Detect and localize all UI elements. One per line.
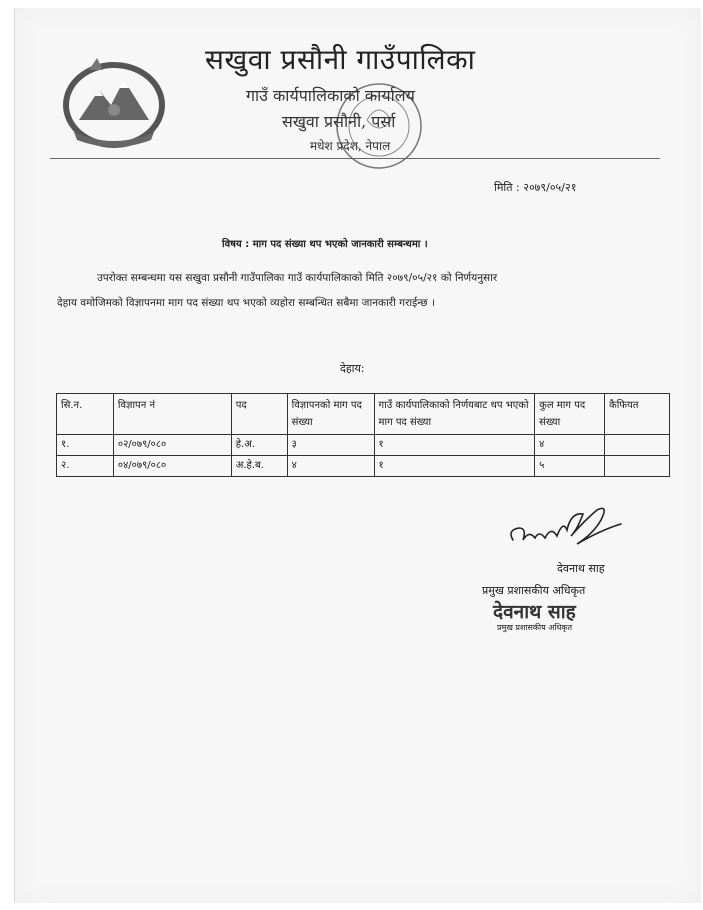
header-added-count: गाउँ कार्यपालिकाको निर्णयबाट थप भएको माग पद संख्या [374, 394, 535, 435]
header-total-count: कुल माग पद संख्या [535, 394, 605, 435]
cell-remarks [605, 435, 670, 456]
office-location: सखुवा प्रसौनी, पर्सा [282, 112, 396, 131]
header-remarks: कैफियत [605, 394, 670, 435]
letter-date: मिति : २०७९/०५/२१ [494, 181, 577, 194]
cell-serial: २. [57, 456, 114, 477]
header-serial: सि.न. [57, 394, 114, 435]
post-stamp: प्रमुख प्रशासकीय अधिकृत [497, 623, 573, 632]
signatory-name: देवनाथ साह [557, 562, 605, 575]
header-divider [50, 158, 660, 159]
body-line-2: देहाय वमोजिमको विज्ञापनमा माग पद संख्या थप भएको व्यहोरा सम्बन्धित सबैमा जानकारी गराईन्छ । [57, 297, 435, 309]
office-name: गाउँ कार्यपालिकाको कार्यालय [246, 86, 415, 105]
cell-post: हे.अ. [231, 435, 287, 456]
header-advertised-count: विज्ञापनको माग पद संख्या [287, 394, 374, 435]
table-caption: देहाय: [340, 362, 365, 375]
cell-ad-number: ०४/०७९/०८० [113, 456, 231, 477]
handwritten-signature [505, 500, 625, 558]
cell-total-count: ४ [535, 435, 605, 456]
cell-advertised-count: ४ [287, 456, 374, 477]
cell-remarks [605, 456, 670, 477]
cell-added-count: १ [374, 435, 535, 456]
table-row [57, 435, 670, 456]
cell-serial: १. [57, 435, 114, 456]
cell-total-count: ५ [535, 456, 605, 477]
cell-post: अ.हे.ब. [231, 456, 287, 477]
header-post: पद [231, 394, 287, 435]
cell-ad-number: ०२/०७९/०८० [113, 435, 231, 456]
table-header-row [57, 394, 670, 435]
body-line-1: उपरोक्त सम्बन्धमा यस सखुवा प्रसौनी गाउँपालिका गाउँ कार्यपालिकाको मिति २०७९/०५/२१ को निर्णयनुसार [97, 272, 498, 284]
header-ad-number: विज्ञापन नं [113, 394, 231, 435]
table-row [57, 456, 670, 477]
signatory-post: प्रमुख प्रशासकीय अधिकृत [482, 584, 586, 597]
letter-subject: विषय : माग पद संख्या थप भएको जानकारी सम्बन्धमा । [222, 239, 428, 250]
posts-table [56, 393, 670, 477]
org-name: सखुवा प्रसौनी गाउँपालिका [205, 43, 476, 76]
cell-added-count: १ [374, 456, 535, 477]
province-line: मधेश प्रदेश, नेपाल [310, 139, 391, 153]
name-stamp: देवनाथ साह [493, 601, 576, 623]
nepal-emblem-icon [59, 50, 169, 150]
cell-advertised-count: ३ [287, 435, 374, 456]
